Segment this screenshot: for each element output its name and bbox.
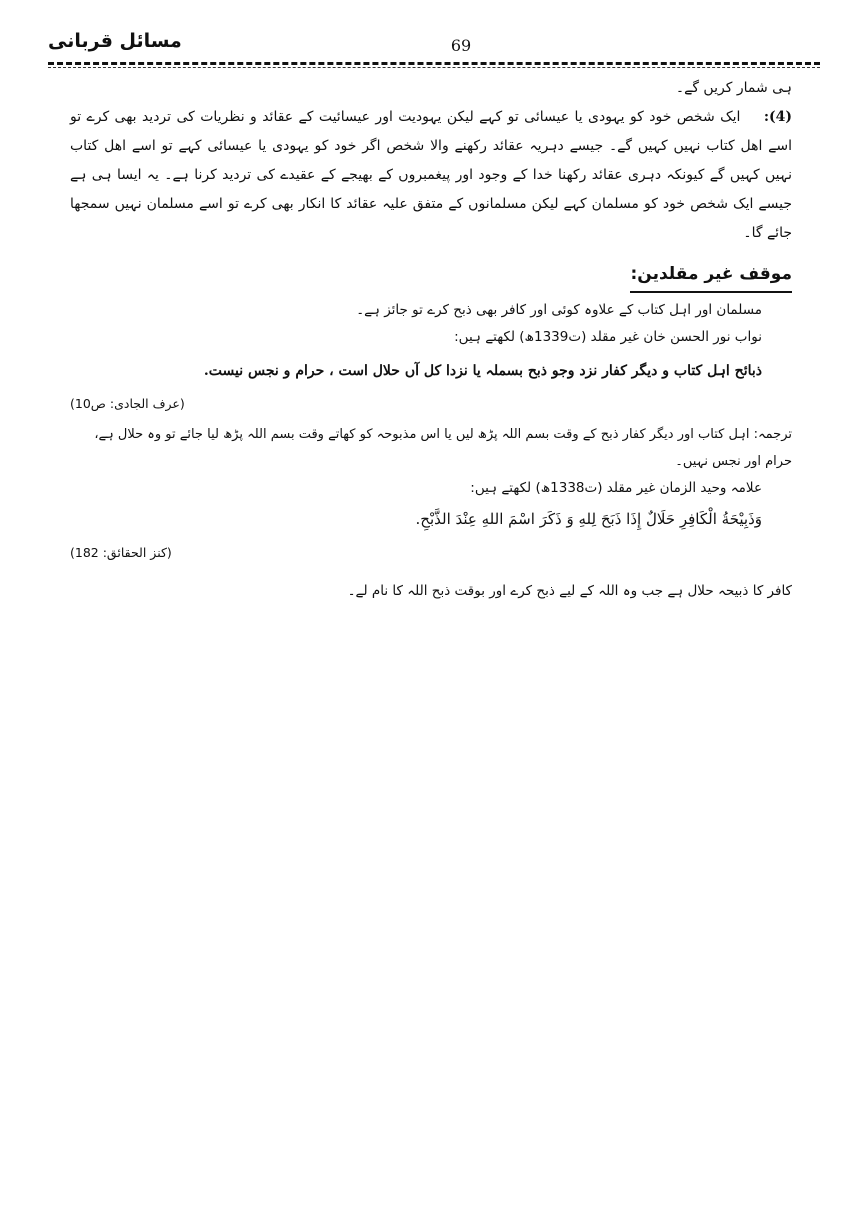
quote-2-reference: (کنز الحقائق: 182): [70, 545, 172, 560]
quote-2-intro: علامہ وحید الزمان غیر مقلد (ت1338ھ) لکھتے ہیں:: [470, 480, 762, 496]
quote-1-intro: نواب نور الحسن خان غیر مقلد (ت1339ھ) لکھتے ہیں:: [454, 329, 762, 345]
intro-line: ہی شمار کریں گے۔: [675, 80, 792, 96]
section-heading: موقف غیر مقلدین:: [630, 260, 792, 293]
point-4-number: (4):: [763, 109, 792, 125]
section-heading-wrap: [70, 260, 792, 293]
page-number: 69: [450, 36, 472, 55]
page-content: [70, 74, 792, 619]
page-header: [48, 26, 820, 64]
point-4-paragraph: [70, 103, 792, 248]
header-divider-secondary: [48, 67, 820, 68]
quote-1-persian-text: ذبائح اہل کتاب و دیگر کفار نزد وجو ذبح بسملہ یا نزدا کل آں حلال است ، حرام و نجس نیست.: [203, 363, 762, 379]
translation-line: ترجمہ: اہل کتاب اور دیگر کفار ذبح کے وقت بسم اللہ پڑھ لیں یا اس مذبوحہ کو کھاتے وقت بسم اللہ پڑھ لیا جائے تو وہ حلال ہے، حرام اور نجس نہیں۔: [94, 427, 792, 469]
quote-1-reference: (عرف الجادی: ص10): [70, 396, 185, 411]
quote-2-arabic-text: وَذَبِيْحَةُ الْكَافِرِ حَلَالٌ إِذَا ذَبَحَ لِلهِ وَ ذَكَرَ اسْمَ اللهِ عِنْدَ الذَّبْحِ.: [415, 510, 762, 528]
point-4-text: ایک شخص خود کو یہودی یا عیسائی تو کہے لیکن یہودیت اور عیسائیت کے عقائد و نظریات کی تردید بھی کرے تو اسے اھل کتاب نہیں کہیں گے۔ جیسے دہریہ عقائد رکھنے والا شخص اگر خود کو یہودی یا عیسائی کہے تو اسے اھل کتاب نہیں کہیں گے کیونکہ دہری عقائد رکھنا خدا کے وجود اور پیغمبروں کے بھیجے کے عقیدے کی تردید کرنا ہے۔ یہ ایسا ہی ہے جیسے ایک شخص خود کو مسلمان کہے لیکن مسلمانوں کے متفق علیہ عقائد کا انکار بھی کرے تو اسے مسلمان نہیں سمجھا جائے گا۔: [70, 109, 792, 241]
final-line: کافر کا ذبیحہ حلال ہے جب وہ اللہ کے لیے ذبح کرے اور بوقت ذبح اللہ کا نام لے۔: [347, 583, 792, 599]
book-title: مسائل قربانی: [48, 30, 182, 52]
statement-line: مسلمان اور اہل کتاب کے علاوہ کوئی اور کافر بھی ذبح کرے تو جائز ہے۔: [356, 302, 762, 318]
header-divider: [48, 62, 820, 65]
